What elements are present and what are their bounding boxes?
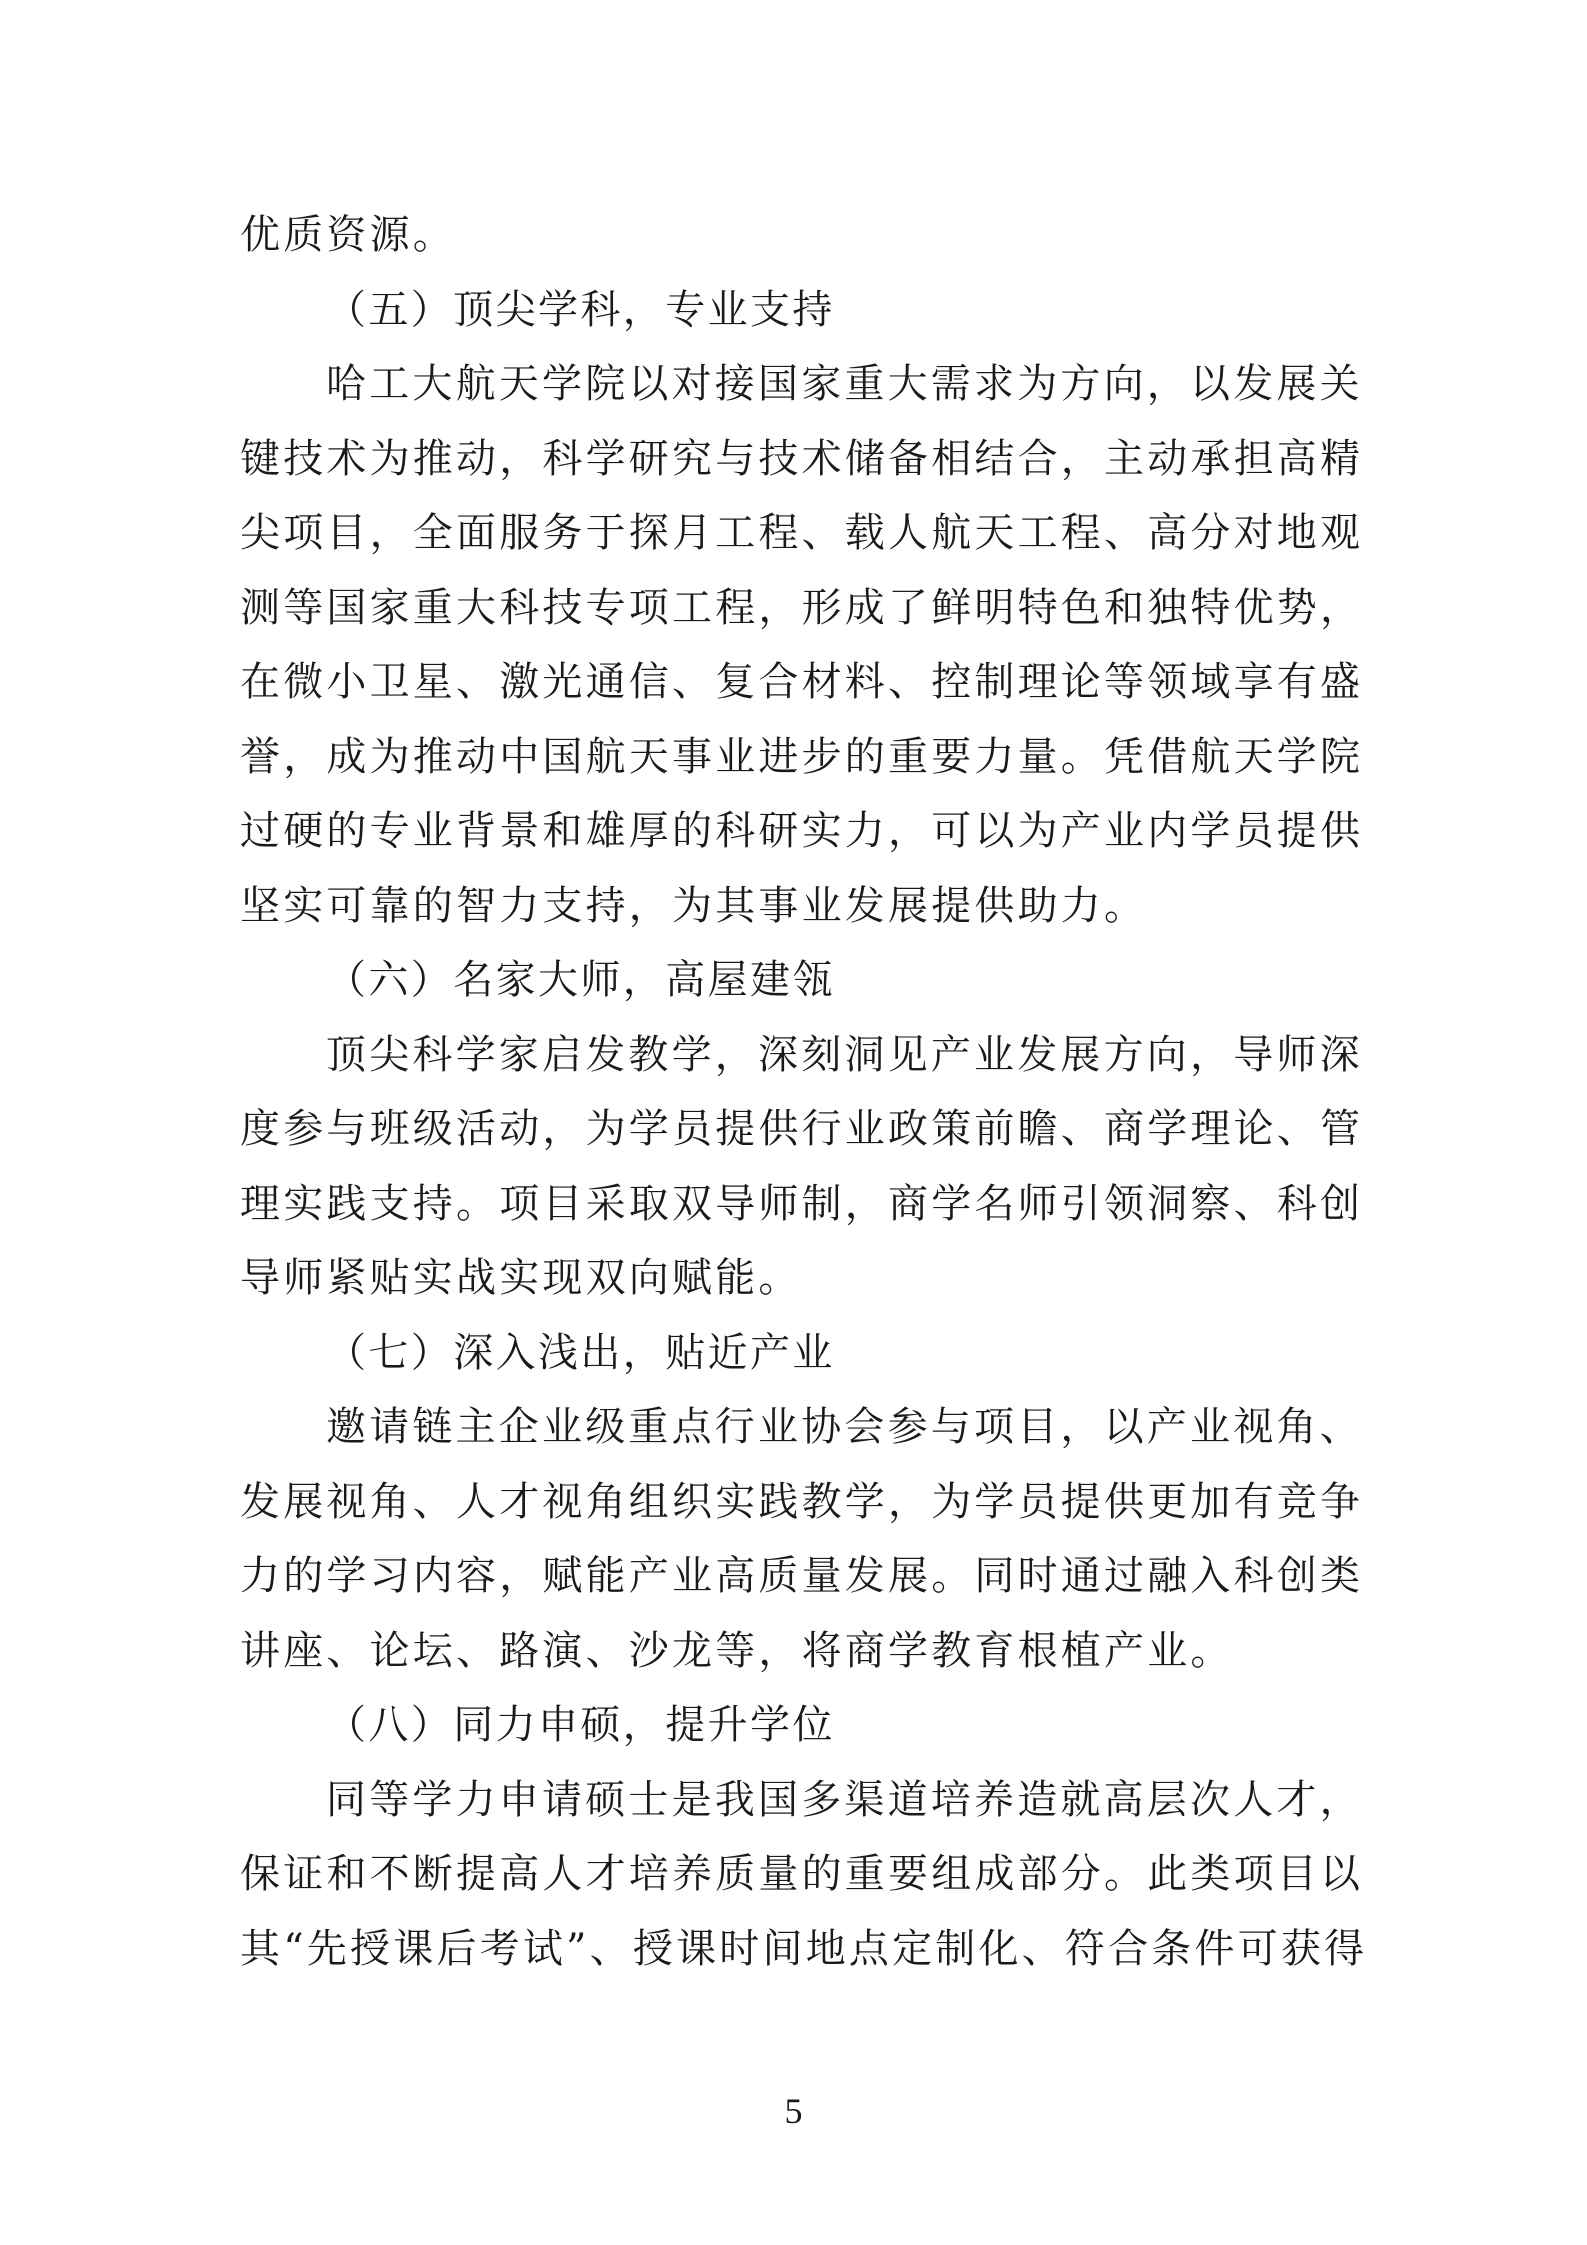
text-line: 同等学力申请硕士是我国多渠道培养造就高层次人才， [326, 1776, 1363, 1823]
text-line: 导师紧贴实战实现双向赋能。 [240, 1255, 802, 1301]
text-line: 尖项目，全面服务于探月工程、载人航天工程、高分对地观 [240, 510, 1364, 556]
text-line: 其“先授课后考试”、授课时间地点定制化、符合条件可获得 [240, 1925, 1368, 1972]
text-line: 过硬的专业背景和雄厚的科研实力，可以为产业内学员提供 [240, 808, 1364, 854]
text-line: 邀请链主企业级重点行业协会参与项目，以产业视角、 [326, 1404, 1363, 1450]
text-line: 发展视角、人才视角组织实践教学，为学员提供更加有竞争 [240, 1478, 1364, 1525]
text-line: 坚实可靠的智力支持，为其事业发展提供助力。 [240, 882, 1148, 929]
page-number: 5 [784, 2091, 803, 2131]
text-line: 键技术为推动，科学研究与技术储备相结合，主动承担高精 [240, 435, 1364, 482]
text-line: 力的学习内容，赋能产业高质量发展。同时通过融入科创类 [240, 1553, 1364, 1599]
text-line: 在微小卫星、激光通信、复合材料、控制理论等领域享有盛 [240, 659, 1364, 705]
section-heading: （七）深入浅出，贴近产业 [326, 1329, 835, 1376]
document-body [240, 198, 1368, 1986]
text-line: 理实践支持。项目采取双导师制，商学名师引领洞察、科创 [240, 1180, 1364, 1227]
text-line: 顶尖科学家启发教学，深刻洞见产业发展方向，导师深 [326, 1031, 1363, 1078]
text-line: 哈工大航天学院以对接国家重大需求为方向，以发展关 [326, 361, 1363, 407]
section-heading: （八）同力申硕，提升学位 [326, 1702, 835, 1748]
text-line: 测等国家重大科技专项工程，形成了鲜明特色和独特优势， [240, 584, 1364, 631]
text-line: 度参与班级活动，为学员提供行业政策前瞻、商学理论、管 [240, 1106, 1364, 1152]
text-line: 保证和不断提高人才培养质量的重要组成部分。此类项目以 [240, 1851, 1364, 1897]
text-line: 讲座、论坛、路演、沙龙等，将商学教育根植产业。 [240, 1627, 1234, 1674]
text-line: 誉，成为推动中国航天事业进步的重要力量。凭借航天学院 [240, 733, 1364, 780]
section-heading: （六）名家大师，高屋建瓴 [326, 957, 835, 1003]
section-heading: （五）顶尖学科，专业支持 [326, 286, 835, 333]
text-line: 优质资源。 [240, 212, 456, 258]
